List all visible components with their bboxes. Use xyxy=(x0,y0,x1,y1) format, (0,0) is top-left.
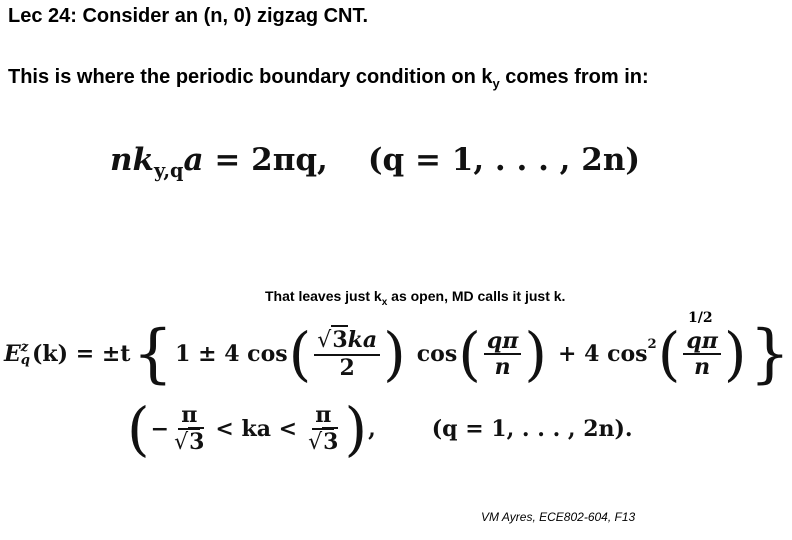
right-paren: ) xyxy=(524,320,548,388)
eq1-condition: (q = 1, . . . , 2n) xyxy=(367,142,641,178)
half-exponent: 1/2 xyxy=(688,310,713,326)
footer-credit: VM Ayres, ECE802-604, F13 xyxy=(481,510,636,524)
left-paren: ( xyxy=(288,320,312,388)
sqrt-sign: √ xyxy=(317,328,332,354)
fraction-denominator: n xyxy=(494,354,511,380)
eq2-term3: + 4 cos xyxy=(558,341,648,367)
sqrt-three: 3 xyxy=(332,327,348,354)
left-paren: ( xyxy=(458,320,481,388)
fraction-numerator xyxy=(314,328,380,355)
right-paren: ) xyxy=(383,320,406,388)
inequality: < ka < xyxy=(215,416,298,442)
eq1-a: a xyxy=(183,142,204,178)
qpi-over-n-fraction xyxy=(484,329,522,379)
eq1-subscript: y,q xyxy=(154,158,184,182)
eq2-E-sub: q xyxy=(20,353,31,368)
pi-over-sqrt3-fraction xyxy=(171,403,207,454)
slide-title: Lec 24: Consider an (n, 0) zigzag CNT. xyxy=(8,5,369,27)
fraction-numerator: π xyxy=(312,403,334,429)
sqrt-sign: √ xyxy=(174,429,189,455)
intro-subscript: y xyxy=(492,76,500,91)
eq2-E-sup: z xyxy=(20,339,29,355)
fraction-denominator xyxy=(305,430,341,455)
sqrt3ka-over-2-fraction xyxy=(314,328,380,379)
right-paren: ) xyxy=(723,320,747,388)
ka-term: ka xyxy=(347,327,378,354)
left-brace: { xyxy=(132,317,174,391)
fraction-denominator xyxy=(171,430,207,455)
intro-text-part: This is where the periodic boundary condition on k xyxy=(8,66,493,88)
fraction-numerator: qπ xyxy=(484,329,522,355)
sqrt-sign: √ xyxy=(308,429,323,455)
minus-sign: − xyxy=(150,416,170,442)
k-range-equation xyxy=(126,395,633,463)
fraction-numerator: qπ xyxy=(683,329,721,355)
eq1-k: k xyxy=(132,142,155,178)
right-paren: ) xyxy=(344,395,368,463)
fraction-denominator: n xyxy=(694,354,711,380)
eq1-rhs: = 2πq, xyxy=(203,142,328,178)
eq2-cos: cos xyxy=(416,341,458,367)
eq2-E-indices xyxy=(21,341,30,367)
eq1-n: n xyxy=(110,142,133,178)
left-paren: ( xyxy=(657,320,681,388)
boundary-condition-equation xyxy=(110,142,641,182)
note-text-part: That leaves just k xyxy=(265,288,382,304)
fraction-denominator: 2 xyxy=(339,354,355,381)
fraction-numerator: π xyxy=(178,403,200,429)
intro-text xyxy=(8,64,708,92)
eq2-arg: (k) = ±t xyxy=(32,341,131,367)
intro-text-part: comes from in: xyxy=(499,66,649,88)
pi-over-sqrt3-fraction xyxy=(305,403,341,454)
qpi-over-n-fraction xyxy=(683,329,721,379)
eq3-comma: , xyxy=(368,416,376,442)
note-text xyxy=(265,288,566,308)
right-brace: } xyxy=(749,317,791,391)
note-text-part: as open, MD calls it just k. xyxy=(387,288,566,304)
eq2-E: E xyxy=(4,341,21,367)
note-subscript: x xyxy=(381,297,388,308)
sqrt-three: 3 xyxy=(323,428,339,455)
squared-exponent: 2 xyxy=(647,337,657,353)
eq3-condition: (q = 1, . . . , 2n). xyxy=(431,416,633,442)
eq2-term1: 1 ± 4 cos xyxy=(175,341,288,367)
sqrt-three: 3 xyxy=(189,428,205,455)
left-paren: ( xyxy=(127,395,150,463)
